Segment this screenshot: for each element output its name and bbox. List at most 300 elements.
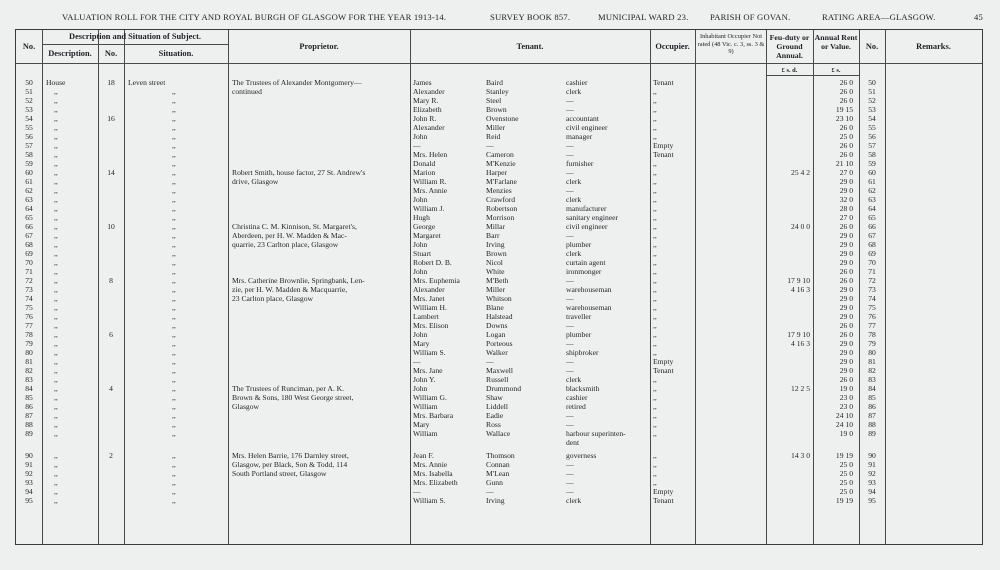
row-tenant-firstname: William J. [413, 204, 445, 213]
row-tenant-surname: Maxwell [486, 366, 513, 375]
row-proprietor: Glasgow [232, 402, 259, 411]
row-tenant-occupation: accountant [566, 114, 599, 123]
row-tenant-firstname: John [413, 240, 428, 249]
row-rent: 29 0 [839, 249, 853, 258]
row-tenant-firstname: William R. [413, 177, 447, 186]
row-number-right: 86 [868, 402, 876, 411]
row-description: ,, [54, 348, 58, 357]
row-tenant-firstname: Mrs. Annie [413, 460, 448, 469]
row-number-right: 69 [868, 249, 876, 258]
row-tenant-occupation: clerk [566, 177, 582, 186]
row-number-right: 65 [868, 213, 876, 222]
row-number-right: 87 [868, 411, 876, 420]
row-occupier: ,, [653, 240, 657, 249]
row-proprietor: Brown & Sons, 180 West George street, [232, 393, 354, 402]
row-occupier: ,, [653, 258, 657, 267]
row-situation: ,, [172, 132, 176, 141]
row-proprietor: The Trustees of Alexander Montgomery— [232, 78, 362, 87]
row-rent: 26 0 [839, 321, 853, 330]
row-house-number: 14 [107, 168, 115, 177]
row-tenant-occupation: — [566, 357, 574, 366]
row-description: ,, [54, 411, 58, 420]
row-occupier: ,, [653, 469, 657, 478]
row-rent: 23 0 [839, 393, 853, 402]
row-occupier: ,, [653, 267, 657, 276]
row-tenant-surname: Cameron [486, 150, 514, 159]
col-no: No. [22, 42, 36, 51]
survey-book: SURVEY BOOK 857. [490, 12, 571, 22]
row-tenant-surname: Reid [486, 132, 501, 141]
row-tenant-surname: Robertson [486, 204, 518, 213]
row-number-right: 64 [868, 204, 876, 213]
row-tenant-occupation: — [566, 141, 574, 150]
row-tenant-occupation: — [566, 420, 574, 429]
row-number-right: 72 [868, 276, 876, 285]
row-occupier: ,, [653, 312, 657, 321]
row-rent: 27 0 [839, 213, 853, 222]
row-tenant-surname: Drummond [486, 384, 522, 393]
row-situation: Leven street [128, 78, 166, 87]
row-situation: ,, [172, 451, 176, 460]
row-tenant-surname: Nicol [486, 258, 503, 267]
row-occupier: ,, [653, 303, 657, 312]
row-occupier: ,, [653, 478, 657, 487]
row-tenant-surname: Millar [486, 222, 505, 231]
row-rent: 26 0 [839, 78, 853, 87]
row-number-right: 82 [868, 366, 876, 375]
row-tenant-surname: Miller [486, 123, 505, 132]
row-number-right: 93 [868, 478, 876, 487]
row-situation: ,, [172, 294, 176, 303]
row-proprietor: continued [232, 87, 262, 96]
row-occupier: ,, [653, 132, 657, 141]
row-tenant-occupation: — [566, 231, 574, 240]
row-rent: 29 0 [839, 258, 853, 267]
row-tenant-occupation: warehouseman [566, 285, 612, 294]
row-number: 52 [25, 96, 33, 105]
row-tenant-firstname: Mrs. Elizabeth [413, 478, 458, 487]
row-rent: 19 15 [835, 105, 853, 114]
row-number-right: 57 [868, 141, 876, 150]
row-description: ,, [54, 460, 58, 469]
row-tenant-surname: Whitson [486, 294, 512, 303]
row-number-right: 67 [868, 231, 876, 240]
row-occupier: Tenant [653, 496, 674, 505]
row-tenant-surname: Blane [486, 303, 504, 312]
row-number: 68 [25, 240, 33, 249]
row-tenant-firstname: Mrs. Helen [413, 150, 448, 159]
row-number: 57 [25, 141, 33, 150]
row-number-right: 51 [868, 87, 876, 96]
row-occupier: ,, [653, 159, 657, 168]
row-tenant-firstname: Mary [413, 420, 430, 429]
row-description: ,, [54, 285, 58, 294]
row-tenant-firstname: John [413, 132, 428, 141]
col-desc-group: Description and Situation of Subject. [69, 32, 201, 41]
row-rent: 25 0 [839, 487, 853, 496]
row-occupier: ,, [653, 105, 657, 114]
row-occupier: ,, [653, 420, 657, 429]
row-tenant-occupation: civil engineer [566, 123, 608, 132]
row-tenant-firstname: — [413, 357, 421, 366]
row-situation: ,, [172, 114, 176, 123]
row-tenant-occupation: ironmonger [566, 267, 602, 276]
row-number-right: 88 [868, 420, 876, 429]
row-number: 71 [25, 267, 33, 276]
row-tenant-occupation: warehouseman [566, 303, 612, 312]
row-number-right: 92 [868, 469, 876, 478]
row-tenant-firstname: Elizabeth [413, 105, 442, 114]
row-situation: ,, [172, 231, 176, 240]
row-number: 88 [25, 420, 33, 429]
row-number-right: 80 [868, 348, 876, 357]
row-tenant-occupation: cashier [566, 393, 588, 402]
row-number-right: 68 [868, 240, 876, 249]
row-tenant-occupation: — [566, 366, 574, 375]
row-tenant-occupation: clerk [566, 249, 582, 258]
row-feuduty: 17 9 10 [787, 330, 810, 339]
row-number-right: 77 [868, 321, 876, 330]
row-house-number: 10 [107, 222, 115, 231]
row-situation: ,, [172, 240, 176, 249]
row-tenant-firstname: William G. [413, 393, 447, 402]
row-proprietor: Mrs. Helen Barrie, 176 Darnley street, [232, 451, 349, 460]
row-occupier: ,, [653, 294, 657, 303]
row-tenant-surname: Steel [486, 96, 502, 105]
row-description: ,, [54, 186, 58, 195]
row-situation: ,, [172, 402, 176, 411]
row-tenant-surname: Ovenstone [486, 114, 519, 123]
row-occupier: ,, [653, 321, 657, 330]
row-tenant-firstname: John [413, 195, 428, 204]
row-number-right: 70 [868, 258, 876, 267]
row-tenant-surname: Irving [486, 496, 505, 505]
row-tenant-occupation: plumber [566, 330, 592, 339]
row-house-number: 2 [109, 451, 113, 460]
row-description: ,, [54, 276, 58, 285]
row-number: 62 [25, 186, 33, 195]
row-tenant-firstname: William S. [413, 496, 446, 505]
row-rent: 26 0 [839, 267, 853, 276]
row-number-right: 90 [868, 451, 876, 460]
row-tenant-surname: Liddell [486, 402, 508, 411]
row-occupier: ,, [653, 204, 657, 213]
row-tenant-firstname: William [413, 429, 438, 438]
row-rent: 26 0 [839, 87, 853, 96]
row-description: ,, [54, 213, 58, 222]
row-rent: 29 0 [839, 357, 853, 366]
col-tenant: Tenant. [516, 42, 544, 51]
row-tenant-surname: Walker [486, 348, 508, 357]
row-description: ,, [54, 366, 58, 375]
row-description: ,, [54, 141, 58, 150]
row-rent: 23 10 [835, 114, 853, 123]
roll-title: VALUATION ROLL FOR THE CITY AND ROYAL BURGH OF GLASGOW FOR THE YEAR 1913-14. [62, 12, 447, 22]
row-number: 74 [25, 294, 33, 303]
row-description: ,, [54, 384, 58, 393]
row-occupier: ,, [653, 186, 657, 195]
row-proprietor: South Portland street, Glasgow [232, 469, 327, 478]
row-tenant-occupation: civil engineer [566, 222, 608, 231]
row-number: 89 [25, 429, 33, 438]
row-description: ,, [54, 393, 58, 402]
row-number-right: 75 [868, 303, 876, 312]
row-rent: 24 10 [835, 420, 853, 429]
row-tenant-occupation: — [566, 168, 574, 177]
row-situation: ,, [172, 366, 176, 375]
col-no-right: No. [865, 42, 879, 51]
row-number-right: 60 [868, 168, 876, 177]
row-number: 64 [25, 204, 33, 213]
row-tenant-surname: Logan [486, 330, 506, 339]
row-rent: 26 0 [839, 222, 853, 231]
row-tenant-firstname: Mary R. [413, 96, 439, 105]
row-tenant-surname: Russell [486, 375, 509, 384]
row-rent: 26 0 [839, 123, 853, 132]
page-number: 45 [974, 12, 983, 22]
row-rent: 19 19 [835, 496, 853, 505]
row-description: ,, [54, 177, 58, 186]
row-number: 93 [25, 478, 33, 487]
row-rent: 23 0 [839, 402, 853, 411]
row-tenant-firstname: — [413, 141, 421, 150]
row-occupier: ,, [653, 87, 657, 96]
row-number-right: 83 [868, 375, 876, 384]
row-number-right: 66 [868, 222, 876, 231]
row-number: 54 [25, 114, 33, 123]
row-description: ,, [54, 451, 58, 460]
row-rent: 29 0 [839, 366, 853, 375]
row-tenant-firstname: Mary [413, 339, 430, 348]
row-feuduty: 24 0 0 [791, 222, 810, 231]
row-tenant-firstname: Mrs. Barbara [413, 411, 454, 420]
row-number: 94 [25, 487, 33, 496]
row-tenant-surname: M'Beth [486, 276, 509, 285]
row-rent: 29 0 [839, 303, 853, 312]
row-proprietor: Mrs. Catherine Brownlie, Springbank, Len- [232, 276, 365, 285]
row-number-right: 52 [868, 96, 876, 105]
row-number-right: 71 [868, 267, 876, 276]
row-situation: ,, [172, 96, 176, 105]
row-number-right: 53 [868, 105, 876, 114]
row-situation: ,, [172, 87, 176, 96]
row-tenant-occupation: manufacturer [566, 204, 607, 213]
row-tenant-surname: Brown [486, 105, 507, 114]
row-tenant-occupation: — [566, 460, 574, 469]
row-number-right: 74 [868, 294, 876, 303]
row-description: ,, [54, 204, 58, 213]
row-number: 67 [25, 231, 33, 240]
row-number: 63 [25, 195, 33, 204]
row-proprietor: zie, per H. W. Madden & Macquarrie, [232, 285, 348, 294]
row-rent: 26 0 [839, 330, 853, 339]
row-tenant-firstname: John [413, 330, 428, 339]
row-tenant-occupation: sanitary engineer [566, 213, 619, 222]
row-description: ,, [54, 222, 58, 231]
row-tenant-occupation: traveller [566, 312, 592, 321]
row-situation: ,, [172, 460, 176, 469]
row-number: 85 [25, 393, 33, 402]
row-description: ,, [54, 321, 58, 330]
row-number-right: 78 [868, 330, 876, 339]
row-occupier: ,, [653, 114, 657, 123]
row-proprietor: quarrie, 23 Carlton place, Glasgow [232, 240, 339, 249]
row-proprietor: The Trustees of Runciman, per A. K. [232, 384, 344, 393]
row-description: ,, [54, 402, 58, 411]
row-tenant-surname: Thomson [486, 451, 515, 460]
row-situation: ,, [172, 150, 176, 159]
row-tenant-surname: Eadie [486, 411, 504, 420]
row-number-right: 76 [868, 312, 876, 321]
row-number-right: 59 [868, 159, 876, 168]
col-rent: Annual Rent or Value. [814, 33, 858, 51]
row-number: 80 [25, 348, 33, 357]
row-tenant-firstname: John R. [413, 114, 437, 123]
row-tenant-surname: Menzies [486, 186, 512, 195]
row-description: ,, [54, 240, 58, 249]
row-occupier: ,, [653, 375, 657, 384]
row-tenant-surname: M'Lean [486, 469, 510, 478]
row-number-right: 91 [868, 460, 876, 469]
row-proprietor: drive, Glasgow [232, 177, 279, 186]
row-occupier: Empty [653, 357, 674, 366]
row-feuduty: 25 4 2 [791, 168, 810, 177]
row-situation: ,, [172, 393, 176, 402]
row-occupier: ,, [653, 411, 657, 420]
row-house-number: 6 [109, 330, 113, 339]
row-tenant-occupation: harbour superinten- [566, 429, 626, 438]
row-situation: ,, [172, 285, 176, 294]
row-rent: 27 0 [839, 168, 853, 177]
row-tenant-occupation: — [566, 294, 574, 303]
row-description: ,, [54, 496, 58, 505]
row-number: 79 [25, 339, 33, 348]
row-situation: ,, [172, 330, 176, 339]
row-number-right: 63 [868, 195, 876, 204]
row-tenant-occupation: clerk [566, 496, 582, 505]
row-description: ,, [54, 339, 58, 348]
row-tenant-firstname: Robert D. B. [413, 258, 452, 267]
row-tenant-firstname: John [413, 267, 428, 276]
row-situation: ,, [172, 478, 176, 487]
col-description: Description. [48, 49, 92, 58]
row-number-right: 55 [868, 123, 876, 132]
col-proprietor: Proprietor. [299, 42, 339, 51]
row-occupier: ,, [653, 330, 657, 339]
row-description: ,, [54, 249, 58, 258]
row-occupier: Tenant [653, 150, 674, 159]
row-occupier: Tenant [653, 78, 674, 87]
row-rent: 24 10 [835, 411, 853, 420]
row-tenant-occupation: — [566, 487, 574, 496]
row-situation: ,, [172, 213, 176, 222]
row-description: ,, [54, 420, 58, 429]
col-feu-units: £ s. d. [781, 67, 798, 74]
row-tenant-surname: Gunn [486, 478, 503, 487]
row-situation: ,, [172, 159, 176, 168]
row-number-right: 85 [868, 393, 876, 402]
row-rent: 32 0 [839, 195, 853, 204]
row-number-right: 94 [868, 487, 876, 496]
row-description: ,, [54, 294, 58, 303]
row-number-right: 79 [868, 339, 876, 348]
row-occupier: Empty [653, 141, 674, 150]
row-number: 78 [25, 330, 33, 339]
row-tenant-surname: Miller [486, 285, 505, 294]
row-house-number: 18 [107, 78, 115, 87]
row-description: ,, [54, 123, 58, 132]
row-number: 83 [25, 375, 33, 384]
row-tenant-occupation: blacksmith [566, 384, 600, 393]
row-situation: ,, [172, 348, 176, 357]
row-rent: 25 0 [839, 469, 853, 478]
row-number-right: 50 [868, 78, 876, 87]
row-house-number: 16 [107, 114, 115, 123]
row-description: ,, [54, 375, 58, 384]
row-rent: 25 0 [839, 460, 853, 469]
row-tenant-occupation: — [566, 478, 574, 487]
row-number: 69 [25, 249, 33, 258]
row-tenant-firstname: Mrs. Janet [413, 294, 445, 303]
row-rent: 29 0 [839, 177, 853, 186]
row-feuduty: 14 3 0 [791, 451, 810, 460]
row-tenant-occupation: — [566, 469, 574, 478]
row-tenant-surname: Halstead [486, 312, 513, 321]
row-situation: ,, [172, 105, 176, 114]
row-tenant-occupation: — [566, 321, 574, 330]
row-tenant-occupation: governess [566, 451, 597, 460]
row-situation: ,, [172, 487, 176, 496]
row-number-right: 95 [868, 496, 876, 505]
row-number: 95 [25, 496, 33, 505]
row-feuduty: 17 9 10 [787, 276, 810, 285]
col-rent-units: £ s. [831, 67, 841, 74]
row-proprietor: 23 Carlton place, Glasgow [232, 294, 313, 303]
col-inhabitant: Inhabitant Occupier Not rated (48 Vic. c. 3, ss. 3 & 9) [697, 33, 765, 56]
row-occupier: ,, [653, 384, 657, 393]
row-tenant-firstname: Hugh [413, 213, 430, 222]
row-rent: 29 0 [839, 312, 853, 321]
row-rent: 25 0 [839, 478, 853, 487]
row-number: 56 [25, 132, 33, 141]
row-tenant-firstname: Jean F. [413, 451, 434, 460]
row-number: 76 [25, 312, 33, 321]
row-situation: ,, [172, 339, 176, 348]
row-number: 51 [25, 87, 33, 96]
row-situation: ,, [172, 469, 176, 478]
row-tenant-surname: M'Farlane [486, 177, 517, 186]
col-remarks: Remarks. [916, 42, 951, 51]
row-occupier: ,, [653, 249, 657, 258]
row-tenant-occupation: — [566, 276, 574, 285]
row-description: ,, [54, 150, 58, 159]
row-occupier: Tenant [653, 366, 674, 375]
row-rent: 26 0 [839, 96, 853, 105]
row-tenant-firstname: John Y. [413, 375, 436, 384]
row-situation: ,, [172, 204, 176, 213]
row-occupier: ,, [653, 222, 657, 231]
row-situation: ,, [172, 496, 176, 505]
row-tenant-occupation: shipbroker [566, 348, 599, 357]
row-tenant-surname: Morrison [486, 213, 515, 222]
row-rent: 25 0 [839, 132, 853, 141]
row-description: ,, [54, 132, 58, 141]
row-occupier: ,, [653, 393, 657, 402]
row-tenant-surname: — [486, 487, 494, 496]
row-tenant-occupation: dent [566, 438, 580, 447]
row-tenant-occupation: plumber [566, 240, 592, 249]
row-description: ,, [54, 330, 58, 339]
